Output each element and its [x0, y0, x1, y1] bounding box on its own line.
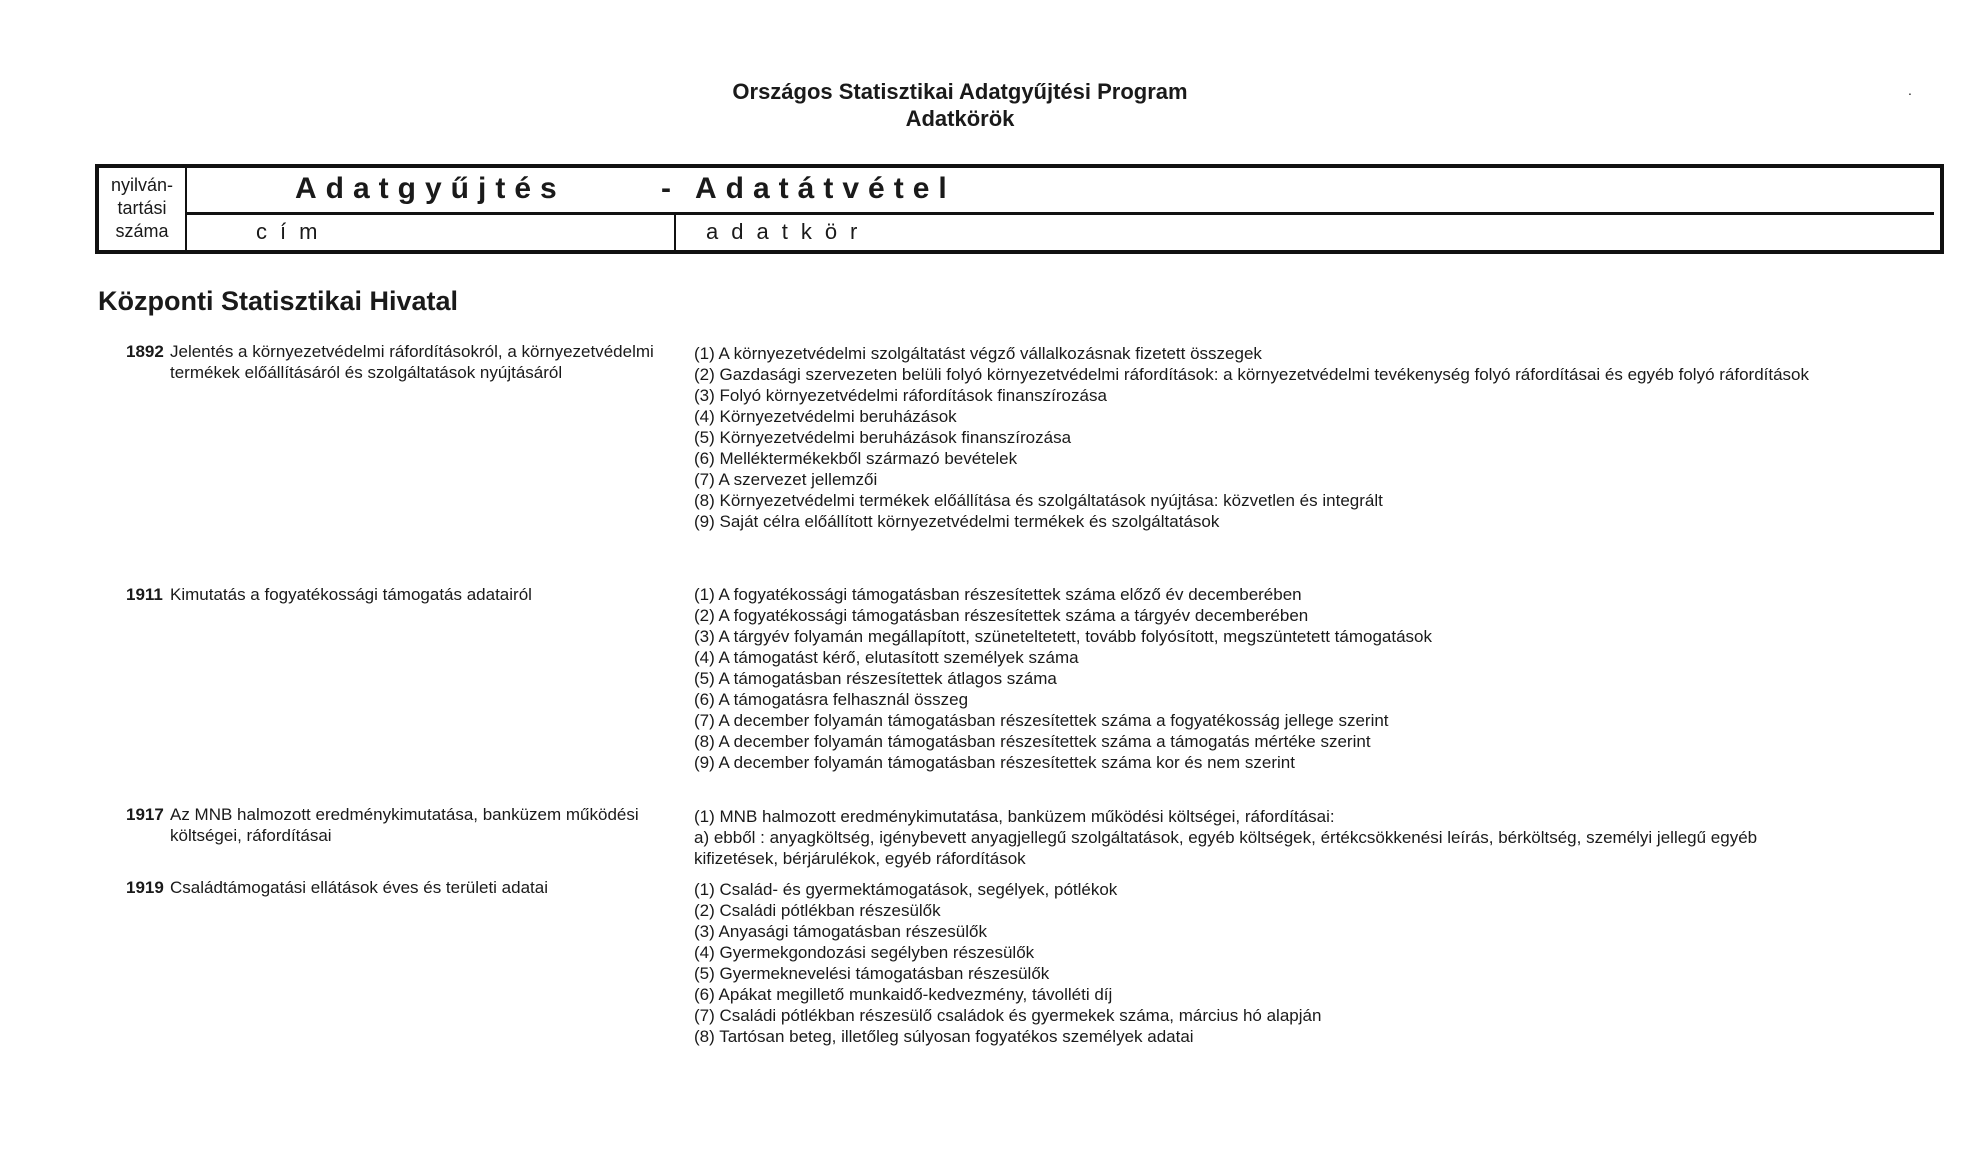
list-item: (1) A környezetvédelmi szolgáltatást végző vállalkozásnak fizetett összegek [694, 344, 1262, 363]
entry-data-items [694, 806, 1834, 869]
header-registry-number [99, 168, 187, 250]
list-item: (4) Gyermekgondozási segélyben részesülők [694, 943, 1035, 962]
list-item: (1) A fogyatékossági támogatásban részesítettek száma előző év decemberében [694, 585, 1302, 604]
list-item: (3) Folyó környezetvédelmi ráfordítások finanszírozása [694, 386, 1107, 405]
header-num-line3: száma [115, 221, 169, 241]
document-title [0, 78, 1920, 132]
list-item: (4) A támogatást kérő, elutasított személyek száma [694, 648, 1079, 667]
entry-data-items [694, 584, 1834, 773]
header-data-scope-column: adatkör [706, 219, 871, 244]
entry-data-items [694, 879, 1834, 1047]
entry-number: 1917 [126, 805, 164, 824]
header-data-collection: Adatgyűjtés [295, 172, 566, 205]
header-divider-vertical [674, 215, 676, 250]
entry-title: Jelentés a környezetvédelmi ráfordításokról, a környezetvédelmi termékek előállításáról és szolgáltatások nyújtásáról [170, 342, 654, 382]
entry-title: Az MNB halmozott eredménykimutatása, banküzem működési költségei, ráfordításai [170, 805, 639, 845]
title-sub: Adatkörök [905, 106, 1015, 131]
list-item: (1) MNB halmozott eredménykimutatása, banküzem működési költségei, ráfordításai: [694, 807, 1335, 826]
entry-title: Kimutatás a fogyatékossági támogatás adatairól [170, 585, 532, 604]
list-item: (2) A fogyatékossági támogatásban részesítettek száma a tárgyév decemberében [694, 606, 1309, 625]
list-item: (9) A december folyamán támogatásban részesítettek száma kor és nem szerint [694, 753, 1295, 772]
list-item: (6) A támogatásra felhasznál összeg [694, 690, 969, 709]
list-item: (7) A december folyamán támogatásban részesítettek száma a fogyatékosság jellege szerint [694, 711, 1389, 730]
list-item: (7) A szervezet jellemzői [694, 470, 878, 489]
list-item: a) ebből : anyagköltség, igénybevett anyagjellegű szolgáltatások, egyéb költségek, értékcsökkenési leírás, bérköltség, személyi jellegű egyéb kifizetések, bérjárulékok, egyéb ráfordítások [694, 828, 1758, 868]
entry-title: Családtámogatási ellátások éves és területi adatai [170, 878, 548, 897]
list-item: (1) Család- és gyermektámogatások, segélyek, pótlékok [694, 880, 1118, 899]
column-header-table [95, 164, 1944, 254]
corner-mark: . [1908, 82, 1912, 98]
header-dash: - [661, 172, 680, 205]
list-item: (8) Tartósan beteg, illetőleg súlyosan fogyatékos személyek adatai [694, 1027, 1194, 1046]
list-item: (6) Melléktermékekből származó bevételek [694, 449, 1018, 468]
header-data-transfer: Adatátvétel [695, 172, 956, 205]
list-item: (4) Környezetvédelmi beruházások [694, 407, 957, 426]
list-item: (2) Családi pótlékban részesülők [694, 901, 941, 920]
list-item: (5) A támogatásban részesítettek átlagos száma [694, 669, 1057, 688]
list-item: (8) A december folyamán támogatásban részesítettek száma a támogatás mértéke szerint [694, 732, 1371, 751]
list-item: (2) Gazdasági szervezeten belüli folyó környezetvédelmi ráfordítások: a környezetvédelmi tevékenység folyó ráfordításai és egyéb folyó ráfordítások [694, 365, 1810, 384]
entry-data-items [694, 343, 1834, 532]
header-divider-horizontal [187, 212, 1934, 215]
list-item: (5) Környezetvédelmi beruházások finanszírozása [694, 428, 1072, 447]
list-item: (6) Apákat megillető munkaidő-kedvezmény, távolléti díj [694, 985, 1113, 1004]
title-main: Országos Statisztikai Adatgyűjtési Program [732, 79, 1188, 104]
organization-heading: Központi Statisztikai Hivatal [98, 286, 459, 316]
entry-number: 1911 [126, 585, 163, 604]
header-num-line1: nyilván- [110, 175, 174, 195]
list-item: (3) Anyasági támogatásban részesülők [694, 922, 987, 941]
list-item: (8) Környezetvédelmi termékek előállítása és szolgáltatások nyújtása: közvetlen és integrált [694, 491, 1383, 510]
header-num-line2: tartási [117, 198, 167, 218]
list-item: (9) Saját célra előállított környezetvédelmi termékek és szolgáltatások [694, 512, 1220, 531]
entry-number: 1919 [126, 878, 164, 897]
entry-number: 1892 [126, 342, 164, 361]
list-item: (5) Gyermeknevelési támogatásban részesülők [694, 964, 1050, 983]
header-title-column: cím [256, 219, 331, 244]
list-item: (7) Családi pótlékban részesülő családok és gyermekek száma, március hó alapján [694, 1006, 1322, 1025]
list-item: (3) A tárgyév folyamán megállapított, szüneteltetett, tovább folyósított, megszüntetett támogatások [694, 627, 1433, 646]
